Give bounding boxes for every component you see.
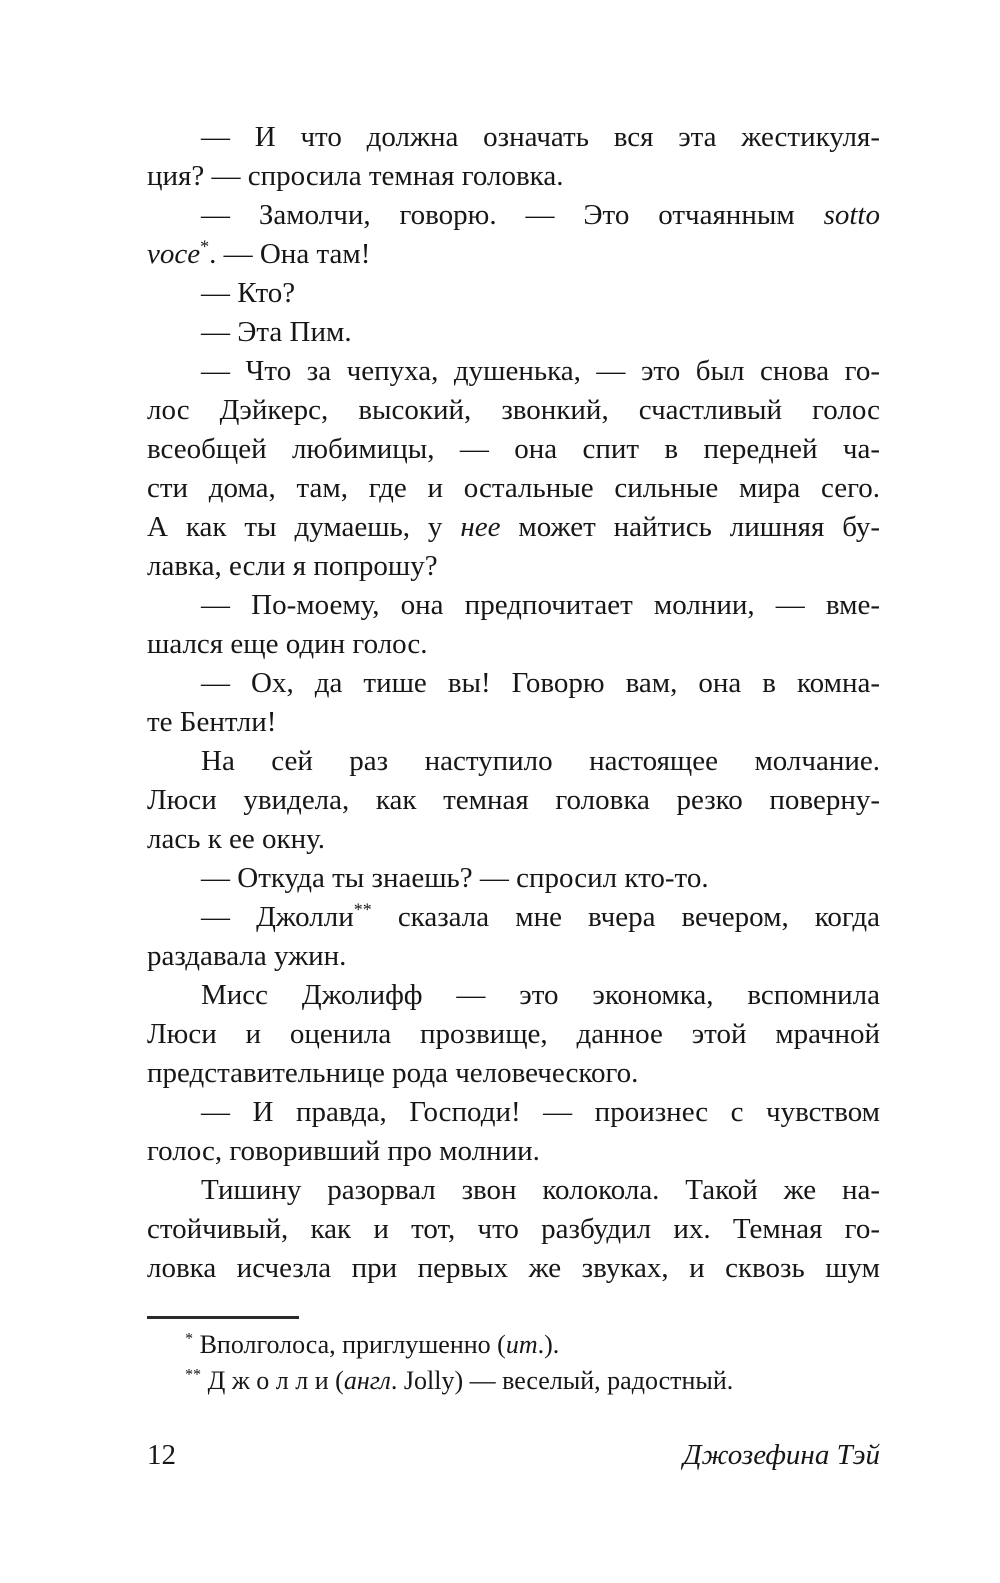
paragraph — [147, 274, 880, 313]
text-line — [147, 1249, 880, 1288]
text-segment: Вполголоса, приглушенно ( — [193, 1330, 506, 1359]
paragraph — [147, 118, 880, 196]
footnote — [147, 1327, 880, 1363]
footnote-marker: ** — [353, 899, 372, 920]
text-line — [147, 586, 880, 625]
text-line — [147, 703, 880, 742]
text-segment: всеобщей любимицы, — она спит в передней ча- — [147, 433, 880, 465]
text-line — [147, 1171, 880, 1210]
footnote — [147, 1363, 880, 1399]
text-line — [147, 274, 880, 313]
text-line — [147, 625, 880, 664]
paragraph — [147, 898, 880, 976]
text-line — [147, 664, 880, 703]
paragraph — [147, 1171, 880, 1288]
text-segment: Д ж о л л и ( — [201, 1366, 344, 1395]
text-segment: ция? — спросила темная головка. — [147, 160, 564, 192]
text-segment: — Эта Пим. — [201, 316, 352, 348]
text-line — [147, 469, 880, 508]
running-author: Джозефина Тэй — [683, 1439, 880, 1471]
paragraph — [147, 196, 880, 274]
text-line — [147, 196, 880, 235]
paragraph — [147, 313, 880, 352]
text-segment: голос, говоривший про молнии. — [147, 1135, 540, 1167]
paragraph — [147, 976, 880, 1093]
text-segment: раздавала ужин. — [147, 940, 347, 972]
text-segment: ловка исчезла при первых же звуках, и сквозь шум — [147, 1252, 880, 1284]
text-segment: те Бентли! — [147, 706, 277, 738]
text-line — [147, 430, 880, 469]
text-segment: Тишину разорвал звон колокола. Такой же на- — [201, 1174, 880, 1206]
footnote-separator-rule — [147, 1316, 299, 1319]
footnote-marker: * — [185, 1330, 194, 1348]
text-segment: . Jolly) — веселый, радостный. — [390, 1366, 734, 1395]
text-line — [147, 742, 880, 781]
text-segment: лась к ее окну. — [147, 823, 325, 855]
text-line — [147, 1015, 880, 1054]
text-segment: лос Дэйкерс, высокий, звонкий, счастливый голос — [147, 394, 880, 426]
text-segment: сказала мне вчера вечером, когда — [371, 901, 880, 933]
text-line — [147, 118, 880, 157]
text-segment: — Замолчи, говорю. — Это отчаянным — [201, 199, 824, 231]
text-line — [147, 1054, 880, 1093]
footnote-marker: * — [200, 236, 210, 257]
text-line — [147, 859, 880, 898]
text-segment: — И что должна означать вся эта жестикуля- — [201, 121, 880, 153]
text-line — [147, 508, 880, 547]
footnotes — [147, 1327, 880, 1399]
text-segment: стойчивый, как и тот, что разбудил их. Темная го- — [147, 1213, 880, 1245]
text-line — [147, 781, 880, 820]
text-line — [147, 937, 880, 976]
text-segment: Люси увидела, как темная головка резко поверну- — [147, 784, 880, 816]
text-segment: — И правда, Господи! — произнес с чувством — [201, 1096, 880, 1128]
text-line — [147, 1093, 880, 1132]
text-segment: А как ты думаешь, у — [147, 511, 461, 543]
footnote-marker: ** — [185, 1366, 202, 1384]
text-segment: может найтись лишняя бу- — [500, 511, 881, 543]
text-line — [147, 1210, 880, 1249]
footnote-block — [147, 1316, 880, 1399]
text-line — [147, 352, 880, 391]
text-segment: англ — [343, 1366, 391, 1395]
text-segment: представительнице рода человеческого. — [147, 1057, 639, 1089]
text-segment: — Что за чепуха, душенька, — это был снова го- — [201, 355, 880, 387]
paragraph — [147, 742, 880, 859]
text-segment: шался еще один голос. — [147, 628, 428, 660]
text-segment: .). — [537, 1330, 560, 1359]
text-segment: voce — [147, 238, 201, 270]
text-line — [147, 235, 880, 274]
text-segment: — Откуда ты знаешь? — спросил кто-то. — [201, 862, 709, 894]
text-block — [147, 118, 880, 1288]
text-line — [147, 1132, 880, 1171]
text-segment: — Джолли — [201, 901, 354, 933]
text-line — [147, 313, 880, 352]
text-segment: сти дома, там, где и остальные сильные мира сего. — [147, 472, 880, 504]
page-footer — [147, 1438, 880, 1472]
page-number: 12 — [147, 1439, 176, 1471]
text-line — [147, 157, 880, 196]
paragraph — [147, 859, 880, 898]
text-segment: Мисс Джолифф — это экономка, вспомнила — [201, 979, 880, 1011]
text-segment: . — Она там! — [209, 238, 371, 270]
text-segment: На сей раз наступило настоящее молчание. — [201, 745, 880, 777]
paragraph — [147, 352, 880, 586]
text-segment: — Кто? — [201, 277, 296, 309]
text-segment: Люси и оценила прозвище, данное этой мрачной — [147, 1018, 880, 1050]
text-segment: — По-моему, она предпочитает молнии, — вме- — [201, 589, 880, 621]
text-segment: нее — [460, 511, 501, 543]
paragraph — [147, 586, 880, 664]
text-segment: sotto — [823, 199, 880, 231]
text-line — [147, 898, 880, 937]
text-segment: ит — [505, 1330, 538, 1359]
text-segment: лавка, если я попрошу? — [147, 550, 438, 582]
text-line — [147, 391, 880, 430]
text-line — [147, 820, 880, 859]
paragraph — [147, 1093, 880, 1171]
text-line — [147, 547, 880, 586]
paragraph — [147, 664, 880, 742]
text-line — [147, 976, 880, 1015]
text-segment: — Ох, да тише вы! Говорю вам, она в комна- — [201, 667, 880, 699]
